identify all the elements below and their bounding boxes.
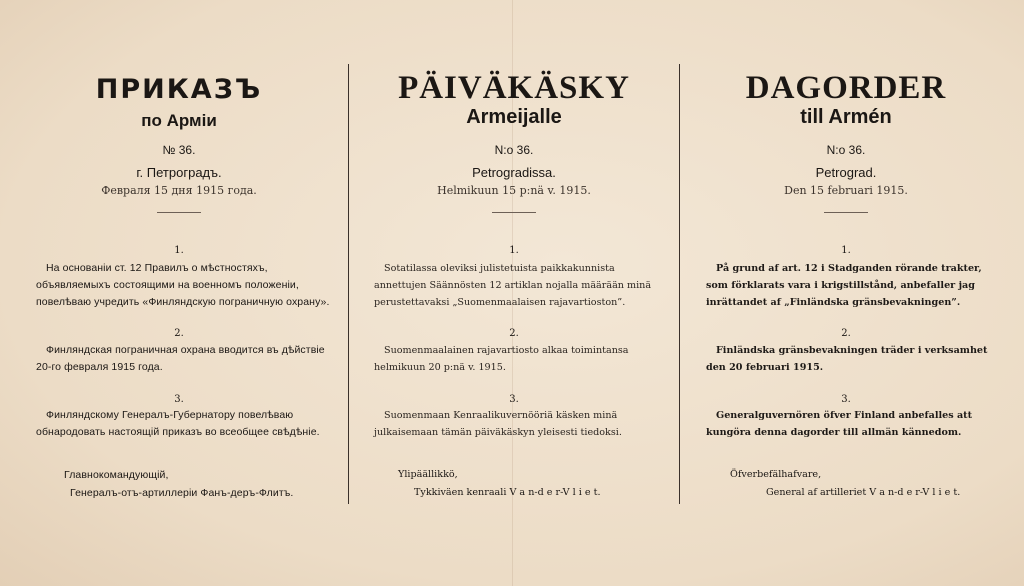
order-title: ПРИКАЗЪ [95,74,263,105]
section-number: 3. [174,394,184,405]
order-subtitle: Armeijalle [466,106,562,128]
order-number: № 36. [162,143,196,157]
signature-name: Генералъ-отъ-артиллерiи Фанъ-деръ-Флитъ. [70,487,294,499]
signature-name: General af artilleriet V a n-d e r-V l i e t. [766,487,961,498]
separator-dash [824,212,868,213]
section-number: 3. [509,394,519,405]
order-date: Helmikuun 15 p:nä v. 1915. [437,184,591,197]
column-divider [348,64,349,504]
section-number: 1. [174,245,184,256]
section-text: Suomenmaan Kenraalikuvernööriä käsken minä julkaisemaan tämän päiväkäskyn yleisesti tiedoksi. [374,410,622,438]
signature-role: Öfverbefälhafvare, [730,469,822,480]
order-place: Petrograd. [815,165,877,180]
signature-role: Главнокомандующiй, [64,469,169,481]
signature-name: Tykkiväen kenraali V a n-d e r-V l i e t. [414,487,601,498]
section-text: Generalguvernören öfver Finland anbefalles att kungöra denna dagorder till allmän kännedom. [706,410,973,438]
section-number: 3. [841,394,851,405]
order-number: N:o 36. [826,143,866,157]
signature-role: Ylipäällikkö, [398,469,458,480]
section-number: 2. [509,328,519,339]
section-number: 1. [509,245,519,256]
section-text: Sotatilassa oleviksi julistetuista paikkakunnista annettujen Säännösten 12 artiklan nojalla määrään minä perustettavaksi „Suomenmaalaisen rajavartioston”. [374,263,652,308]
section-text: На основанiи ст. 12 Правилъ о мѣстностяхъ, объявляемыхъ состоящими на военномъ положенiи, повелѣваю учредить «Финляндскую пограничную охрану». [36,262,330,308]
order-number: N:o 36. [494,143,534,157]
signature-block [36,466,332,502]
section-text: Финляндскому Генералъ-Губернатору повелѣваю обнародовать настоящiй приказъ во всеобщее свѣдѣнiе. [36,409,320,438]
order-subtitle: till Armén [800,106,892,128]
column-divider [679,64,680,504]
section-number: 2. [841,328,851,339]
signature-block [374,466,664,502]
order-date: Февраля 15 дня 1915 года. [101,184,257,197]
signature-block [706,466,996,502]
section-text: Finländska gränsbevakningen träder i verksamhet den 20 februari 1915. [706,345,988,373]
section-number: 1. [841,245,851,256]
order-place: Petrogradissa. [472,165,556,180]
section-text: Финляндская пограничная охрана вводится въ дѣйствiе 20-го февраля 1915 года. [36,344,325,373]
order-subtitle: по Армiи [141,111,217,130]
order-title: PÄIVÄKÄSKY [398,70,630,106]
section-text: Suomenmaalainen rajavartiosto alkaa toimintansa helmikuun 20 p:nä v. 1915. [374,345,629,373]
section-number: 2. [174,328,184,339]
separator-dash [492,212,536,213]
order-place: г. Петроградъ. [136,165,222,180]
order-title: DAGORDER [745,70,947,106]
section-text: På grund af art. 12 i Stadganden rörande trakter, som förklarats vara i krigstillstånd, anbefaller jag inrättandet af „Finländska gränsbevakningen”. [706,263,982,308]
order-date: Den 15 februari 1915. [784,184,908,197]
separator-dash [157,212,201,213]
